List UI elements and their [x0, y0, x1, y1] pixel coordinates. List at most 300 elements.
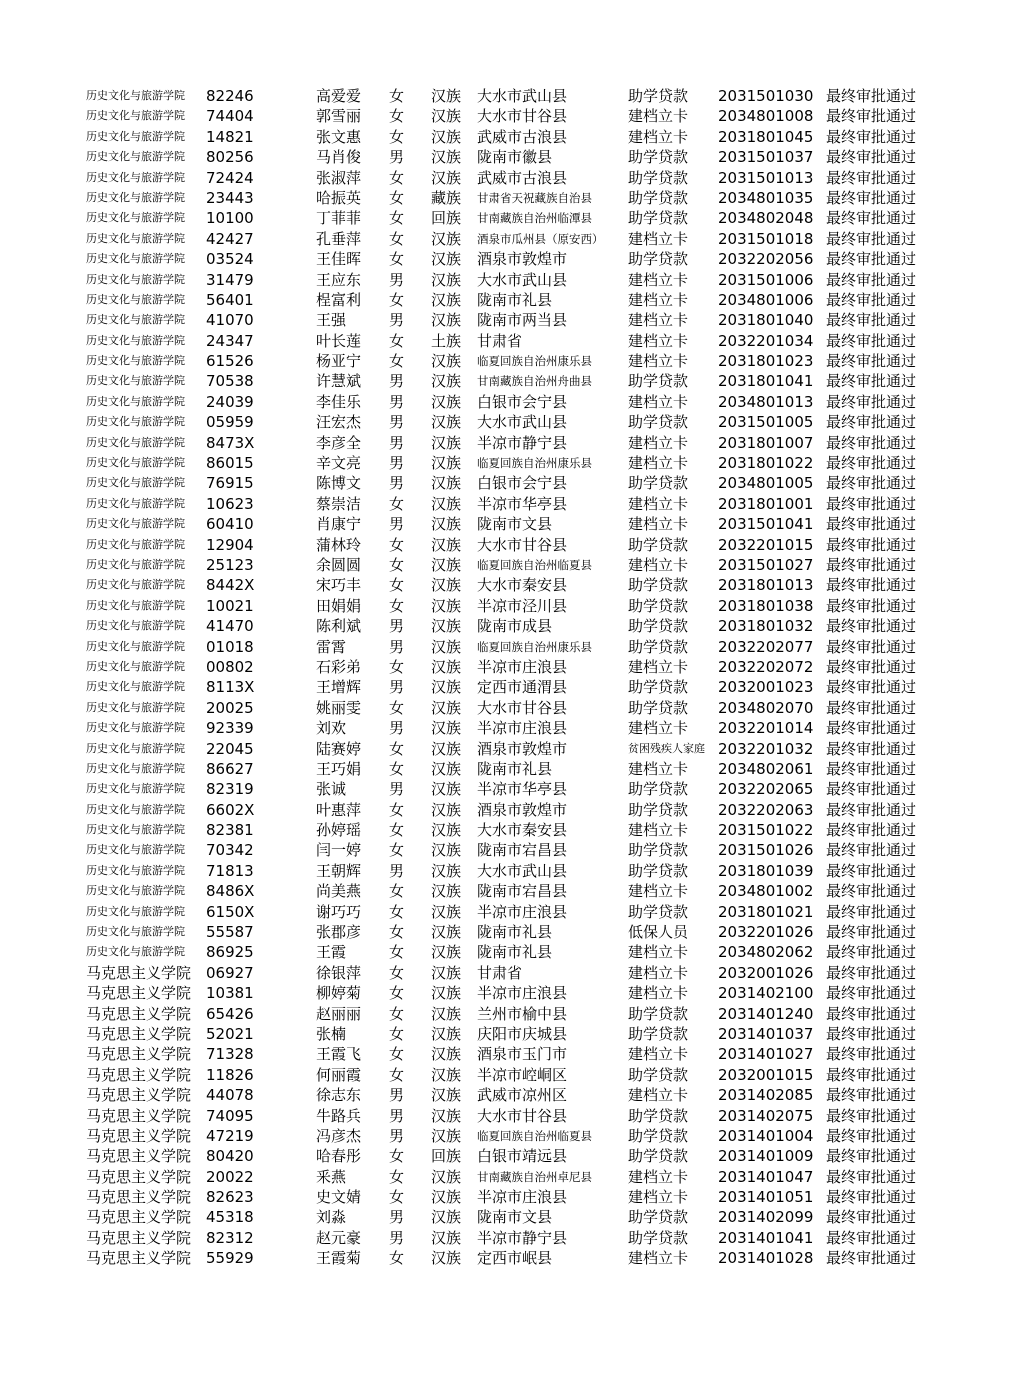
gender-cell: 男 [389, 433, 405, 452]
gender-cell: 男 [389, 148, 405, 167]
ethnicity-cell: 汉族 [431, 678, 462, 697]
status-cell: 最终审批通过 [826, 474, 917, 493]
gender-cell: 女 [389, 596, 405, 615]
region-cell: 大水市秦安县 [477, 576, 568, 595]
table-row [0, 290, 1024, 310]
gender-cell: 男 [389, 270, 405, 289]
gender-cell: 女 [389, 923, 405, 942]
aid-type-cell: 助学贷款 [628, 780, 689, 799]
name-cell: 徐银萍 [316, 963, 362, 982]
name-cell: 许慧斌 [316, 372, 362, 391]
aid-type-cell: 助学贷款 [628, 841, 689, 860]
code-cell: 2031801021 [718, 902, 814, 921]
code-cell: 2034802062 [718, 943, 814, 962]
table-row [0, 1024, 1024, 1044]
id-cell: 24039 [206, 392, 254, 411]
aid-type-cell: 建档立卡 [628, 719, 689, 738]
ethnicity-cell: 汉族 [431, 923, 462, 942]
college-cell: 历史文化与旅游学院 [86, 394, 185, 408]
name-cell: 史文婧 [316, 1188, 362, 1207]
code-cell: 2031501022 [718, 821, 814, 840]
aid-type-cell: 建档立卡 [628, 127, 689, 146]
table-row [0, 983, 1024, 1003]
college-cell: 历史文化与旅游学院 [86, 476, 185, 490]
id-cell: 86015 [206, 454, 254, 473]
table-row [0, 739, 1024, 759]
aid-type-cell: 建档立卡 [628, 331, 689, 350]
code-cell: 2031501018 [718, 229, 814, 248]
id-cell: 74095 [206, 1106, 254, 1125]
status-cell: 最终审批通过 [826, 433, 917, 452]
code-cell: 2032201014 [718, 719, 814, 738]
name-cell: 牛路兵 [316, 1106, 362, 1125]
gender-cell: 男 [389, 861, 405, 880]
aid-type-cell: 助学贷款 [628, 148, 689, 167]
region-cell: 临夏回族自治州康乐县 [477, 354, 592, 369]
id-cell: 61526 [206, 352, 254, 371]
ethnicity-cell: 汉族 [431, 392, 462, 411]
code-cell: 2031801001 [718, 494, 814, 513]
code-cell: 2031501026 [718, 841, 814, 860]
status-cell: 最终审批通过 [826, 576, 917, 595]
id-cell: 8486X [206, 882, 255, 901]
ethnicity-cell: 汉族 [431, 800, 462, 819]
id-cell: 8473X [206, 433, 255, 452]
college-cell: 历史文化与旅游学院 [86, 843, 185, 857]
region-cell: 大水市甘谷县 [477, 698, 568, 717]
id-cell: 22045 [206, 739, 254, 758]
gender-cell: 男 [389, 719, 405, 738]
code-cell: 2031402085 [718, 1086, 814, 1105]
table-row [0, 106, 1024, 126]
status-cell: 最终审批通过 [826, 923, 917, 942]
aid-type-cell: 助学贷款 [628, 474, 689, 493]
name-cell: 陈博文 [316, 474, 362, 493]
status-cell: 最终审批通过 [826, 963, 917, 982]
ethnicity-cell: 汉族 [431, 882, 462, 901]
name-cell: 田娟娟 [316, 596, 362, 615]
ethnicity-cell: 藏族 [431, 188, 462, 207]
region-cell: 陇南市礼县 [477, 943, 553, 962]
status-cell: 最终审批通过 [826, 454, 917, 473]
college-cell: 马克思主义学院 [86, 1004, 192, 1023]
id-cell: 00802 [206, 657, 254, 676]
ethnicity-cell: 汉族 [431, 168, 462, 187]
id-cell: 52021 [206, 1024, 254, 1043]
aid-type-cell: 助学贷款 [628, 800, 689, 819]
gender-cell: 男 [389, 474, 405, 493]
status-cell: 最终审批通过 [826, 882, 917, 901]
code-cell: 2032201026 [718, 923, 814, 942]
table-row [0, 535, 1024, 555]
region-cell: 甘南藏族自治州卓尼县 [477, 1169, 592, 1184]
status-cell: 最终审批通过 [826, 1208, 917, 1227]
status-cell: 最终审批通过 [826, 1106, 917, 1125]
ethnicity-cell: 汉族 [431, 739, 462, 758]
region-cell: 定西市岷县 [477, 1249, 553, 1268]
region-cell: 甘南藏族自治州舟曲县 [477, 374, 592, 389]
code-cell: 2031401037 [718, 1024, 814, 1043]
status-cell: 最终审批通过 [826, 535, 917, 554]
ethnicity-cell: 汉族 [431, 555, 462, 574]
aid-type-cell: 助学贷款 [628, 168, 689, 187]
gender-cell: 女 [389, 698, 405, 717]
college-cell: 历史文化与旅游学院 [86, 904, 185, 918]
region-cell: 陇南市徽县 [477, 148, 553, 167]
status-cell: 最终审批通过 [826, 719, 917, 738]
college-cell: 历史文化与旅游学院 [86, 700, 185, 714]
college-cell: 历史文化与旅游学院 [86, 456, 185, 470]
code-cell: 2031801038 [718, 596, 814, 615]
table-row [0, 575, 1024, 595]
college-cell: 马克思主义学院 [86, 1045, 192, 1064]
gender-cell: 女 [389, 87, 405, 105]
region-cell: 白银市会宁县 [477, 392, 568, 411]
id-cell: 55929 [206, 1249, 254, 1268]
ethnicity-cell: 汉族 [431, 698, 462, 717]
ethnicity-cell: 汉族 [431, 576, 462, 595]
college-cell: 历史文化与旅游学院 [86, 129, 185, 143]
id-cell: 60410 [206, 515, 254, 534]
id-cell: 72424 [206, 168, 254, 187]
status-cell: 最终审批通过 [826, 800, 917, 819]
table-row [0, 433, 1024, 453]
table-row [0, 168, 1024, 188]
id-cell: 82623 [206, 1188, 254, 1207]
region-cell: 武威市古浪县 [477, 168, 568, 187]
status-cell: 最终审批通过 [826, 841, 917, 860]
college-cell: 马克思主义学院 [86, 1065, 192, 1084]
ethnicity-cell: 汉族 [431, 1208, 462, 1227]
aid-type-cell: 助学贷款 [628, 87, 689, 105]
status-cell: 最终审批通过 [826, 87, 917, 105]
name-cell: 马肖俊 [316, 148, 362, 167]
gender-cell: 女 [389, 657, 405, 676]
code-cell: 2034802070 [718, 698, 814, 717]
status-cell: 最终审批通过 [826, 250, 917, 269]
gender-cell: 男 [389, 311, 405, 330]
code-cell: 2031401027 [718, 1045, 814, 1064]
aid-type-cell: 助学贷款 [628, 209, 689, 228]
status-cell: 最终审批通过 [826, 780, 917, 799]
aid-type-cell: 助学贷款 [628, 1004, 689, 1023]
table-row [0, 759, 1024, 779]
table-row [0, 820, 1024, 840]
table-row [0, 963, 1024, 983]
aid-type-cell: 助学贷款 [628, 1208, 689, 1227]
name-cell: 哈振英 [316, 188, 362, 207]
region-cell: 半凉市庄浪县 [477, 984, 568, 1003]
name-cell: 冯彦杰 [316, 1126, 362, 1145]
id-cell: 31479 [206, 270, 254, 289]
region-cell: 半凉市泾川县 [477, 596, 568, 615]
aid-type-cell: 助学贷款 [628, 1065, 689, 1084]
code-cell: 2031501037 [718, 148, 814, 167]
ethnicity-cell: 汉族 [431, 535, 462, 554]
aid-type-cell: 建档立卡 [628, 454, 689, 473]
table-row [0, 861, 1024, 881]
aid-type-cell: 助学贷款 [628, 1126, 689, 1145]
college-cell: 马克思主义学院 [86, 1086, 192, 1105]
code-cell: 2031401009 [718, 1147, 814, 1166]
code-cell: 2031401051 [718, 1188, 814, 1207]
status-cell: 最终审批通过 [826, 1065, 917, 1084]
name-cell: 张文惠 [316, 127, 362, 146]
table-row [0, 453, 1024, 473]
code-cell: 2032001015 [718, 1065, 814, 1084]
region-cell: 兰州市榆中县 [477, 1004, 568, 1023]
id-cell: 6150X [206, 902, 255, 921]
id-cell: 03524 [206, 250, 254, 269]
table-row [0, 392, 1024, 412]
college-cell: 历史文化与旅游学院 [86, 884, 185, 898]
region-cell: 定西市通渭县 [477, 678, 568, 697]
code-cell: 2031801041 [718, 372, 814, 391]
gender-cell: 女 [389, 1045, 405, 1064]
gender-cell: 男 [389, 1228, 405, 1247]
college-cell: 历史文化与旅游学院 [86, 170, 185, 184]
ethnicity-cell: 汉族 [431, 127, 462, 146]
aid-type-cell: 助学贷款 [628, 678, 689, 697]
table-row [0, 1065, 1024, 1085]
status-cell: 最终审批通过 [826, 515, 917, 534]
aid-type-cell: 建档立卡 [628, 555, 689, 574]
aid-type-cell: 建档立卡 [628, 494, 689, 513]
region-cell: 武威市凉州区 [477, 1086, 568, 1105]
region-cell: 甘肃省 [477, 963, 523, 982]
code-cell: 2034802048 [718, 209, 814, 228]
name-cell: 王霞 [316, 943, 347, 962]
name-cell: 徐志东 [316, 1086, 362, 1105]
college-cell: 历史文化与旅游学院 [86, 578, 185, 592]
aid-type-cell: 建档立卡 [628, 1188, 689, 1207]
region-cell: 酒泉市瓜州县（原安西） [477, 231, 604, 246]
ethnicity-cell: 汉族 [431, 1188, 462, 1207]
status-cell: 最终审批通过 [826, 1086, 917, 1105]
id-cell: 41070 [206, 311, 254, 330]
ethnicity-cell: 汉族 [431, 617, 462, 636]
college-cell: 历史文化与旅游学院 [86, 802, 185, 816]
region-cell: 半凉市华亭县 [477, 494, 568, 513]
name-cell: 王增辉 [316, 678, 362, 697]
college-cell: 历史文化与旅游学院 [86, 272, 185, 286]
gender-cell: 女 [389, 1188, 405, 1207]
region-cell: 白银市靖远县 [477, 1147, 568, 1166]
ethnicity-cell: 汉族 [431, 1045, 462, 1064]
gender-cell: 女 [389, 1167, 405, 1186]
name-cell: 赵元豪 [316, 1228, 362, 1247]
name-cell: 叶惠萍 [316, 800, 362, 819]
table-row [0, 922, 1024, 942]
gender-cell: 女 [389, 107, 405, 126]
id-cell: 01018 [206, 637, 254, 656]
code-cell: 2032202077 [718, 637, 814, 656]
code-cell: 2034801005 [718, 474, 814, 493]
code-cell: 2031501006 [718, 270, 814, 289]
status-cell: 最终审批通过 [826, 127, 917, 146]
table-row [0, 147, 1024, 167]
status-cell: 最终审批通过 [826, 596, 917, 615]
college-cell: 马克思主义学院 [86, 1208, 192, 1227]
name-cell: 辛文亮 [316, 454, 362, 473]
table-row [0, 698, 1024, 718]
status-cell: 最终审批通过 [826, 209, 917, 228]
id-cell: 23443 [206, 188, 254, 207]
region-cell: 半凉市静宁县 [477, 1228, 568, 1247]
college-cell: 马克思主义学院 [86, 984, 192, 1003]
region-cell: 临夏回族自治州临夏县 [477, 1128, 592, 1143]
aid-type-cell: 助学贷款 [628, 250, 689, 269]
college-cell: 历史文化与旅游学院 [86, 925, 185, 939]
name-cell: 蔡崇洁 [316, 494, 362, 513]
name-cell: 丁菲菲 [316, 209, 362, 228]
table-row [0, 229, 1024, 249]
id-cell: 25123 [206, 555, 254, 574]
aid-type-cell: 建档立卡 [628, 759, 689, 778]
code-cell: 2031402099 [718, 1208, 814, 1227]
aid-type-cell: 助学贷款 [628, 596, 689, 615]
gender-cell: 男 [389, 454, 405, 473]
status-cell: 最终审批通过 [826, 759, 917, 778]
region-cell: 白银市会宁县 [477, 474, 568, 493]
status-cell: 最终审批通过 [826, 657, 917, 676]
table-row [0, 1167, 1024, 1187]
code-cell: 2031401028 [718, 1249, 814, 1268]
gender-cell: 女 [389, 250, 405, 269]
college-cell: 历史文化与旅游学院 [86, 150, 185, 164]
id-cell: 74404 [206, 107, 254, 126]
ethnicity-cell: 汉族 [431, 433, 462, 452]
id-cell: 8113X [206, 678, 255, 697]
status-cell: 最终审批通过 [826, 861, 917, 880]
status-cell: 最终审批通过 [826, 311, 917, 330]
aid-type-cell: 建档立卡 [628, 984, 689, 1003]
table-row [0, 1146, 1024, 1166]
status-cell: 最终审批通过 [826, 168, 917, 187]
college-cell: 历史文化与旅游学院 [86, 517, 185, 531]
id-cell: 12904 [206, 535, 254, 554]
region-cell: 酒泉市敦煌市 [477, 800, 568, 819]
gender-cell: 男 [389, 637, 405, 656]
code-cell: 2031801023 [718, 352, 814, 371]
code-cell: 2031401004 [718, 1126, 814, 1145]
id-cell: 56401 [206, 290, 254, 309]
gender-cell: 女 [389, 188, 405, 207]
status-cell: 最终审批通过 [826, 1045, 917, 1064]
aid-type-cell: 建档立卡 [628, 1249, 689, 1268]
id-cell: 6602X [206, 800, 255, 819]
region-cell: 大水市武山县 [477, 413, 568, 432]
gender-cell: 男 [389, 678, 405, 697]
region-cell: 半凉市静宁县 [477, 433, 568, 452]
college-cell: 马克思主义学院 [86, 1147, 192, 1166]
code-cell: 2031501005 [718, 413, 814, 432]
code-cell: 2034801013 [718, 392, 814, 411]
id-cell: 71813 [206, 861, 254, 880]
code-cell: 2031501030 [718, 87, 814, 105]
id-cell: 10381 [206, 984, 254, 1003]
ethnicity-cell: 汉族 [431, 1106, 462, 1125]
status-cell: 最终审批通过 [826, 739, 917, 758]
table-row [0, 942, 1024, 962]
name-cell: 雷霄 [316, 637, 347, 656]
status-cell: 最终审批通过 [826, 290, 917, 309]
college-cell: 历史文化与旅游学院 [86, 721, 185, 735]
name-cell: 高爱爱 [316, 87, 362, 105]
id-cell: 65426 [206, 1004, 254, 1023]
gender-cell: 男 [389, 1208, 405, 1227]
gender-cell: 女 [389, 229, 405, 248]
aid-type-cell: 助学贷款 [628, 617, 689, 636]
code-cell: 2031501013 [718, 168, 814, 187]
status-cell: 最终审批通过 [826, 1167, 917, 1186]
gender-cell: 女 [389, 1024, 405, 1043]
gender-cell: 男 [389, 780, 405, 799]
aid-type-cell: 建档立卡 [628, 515, 689, 534]
aid-type-cell: 助学贷款 [628, 1147, 689, 1166]
status-cell: 最终审批通过 [826, 372, 917, 391]
region-cell: 临夏回族自治州康乐县 [477, 639, 592, 654]
college-cell: 历史文化与旅游学院 [86, 557, 185, 571]
gender-cell: 女 [389, 168, 405, 187]
college-cell: 历史文化与旅游学院 [86, 741, 185, 755]
id-cell: 45318 [206, 1208, 254, 1227]
region-cell: 酒泉市敦煌市 [477, 250, 568, 269]
table-row [0, 1126, 1024, 1146]
region-cell: 大水市甘谷县 [477, 535, 568, 554]
table-row [0, 208, 1024, 228]
name-cell: 王强 [316, 311, 347, 330]
name-cell: 赵丽丽 [316, 1004, 362, 1023]
table-row [0, 1248, 1024, 1268]
id-cell: 41470 [206, 617, 254, 636]
gender-cell: 男 [389, 1086, 405, 1105]
name-cell: 釆燕 [316, 1167, 347, 1186]
name-cell: 孙婷瑶 [316, 821, 362, 840]
ethnicity-cell: 汉族 [431, 984, 462, 1003]
code-cell: 2034801035 [718, 188, 814, 207]
college-cell: 历史文化与旅游学院 [86, 313, 185, 327]
ethnicity-cell: 汉族 [431, 148, 462, 167]
college-cell: 历史文化与旅游学院 [86, 89, 185, 102]
gender-cell: 女 [389, 1147, 405, 1166]
table-row [0, 86, 1024, 106]
college-cell: 历史文化与旅游学院 [86, 659, 185, 673]
table-row [0, 331, 1024, 351]
ethnicity-cell: 汉族 [431, 270, 462, 289]
aid-type-cell: 助学贷款 [628, 1106, 689, 1125]
status-cell: 最终审批通过 [826, 413, 917, 432]
id-cell: 92339 [206, 719, 254, 738]
ethnicity-cell: 汉族 [431, 719, 462, 738]
aid-type-cell: 建档立卡 [628, 352, 689, 371]
region-cell: 陇南市文县 [477, 1208, 553, 1227]
id-cell: 14821 [206, 127, 254, 146]
aid-type-cell: 建档立卡 [628, 657, 689, 676]
aid-type-cell: 助学贷款 [628, 861, 689, 880]
name-cell: 尚美燕 [316, 882, 362, 901]
status-cell: 最终审批通过 [826, 392, 917, 411]
gender-cell: 男 [389, 392, 405, 411]
ethnicity-cell: 汉族 [431, 821, 462, 840]
ethnicity-cell: 汉族 [431, 474, 462, 493]
status-cell: 最终审批通过 [826, 270, 917, 289]
ethnicity-cell: 汉族 [431, 515, 462, 534]
name-cell: 陈利斌 [316, 617, 362, 636]
college-cell: 历史文化与旅游学院 [86, 252, 185, 266]
table-row [0, 371, 1024, 391]
code-cell: 2031801040 [718, 311, 814, 330]
